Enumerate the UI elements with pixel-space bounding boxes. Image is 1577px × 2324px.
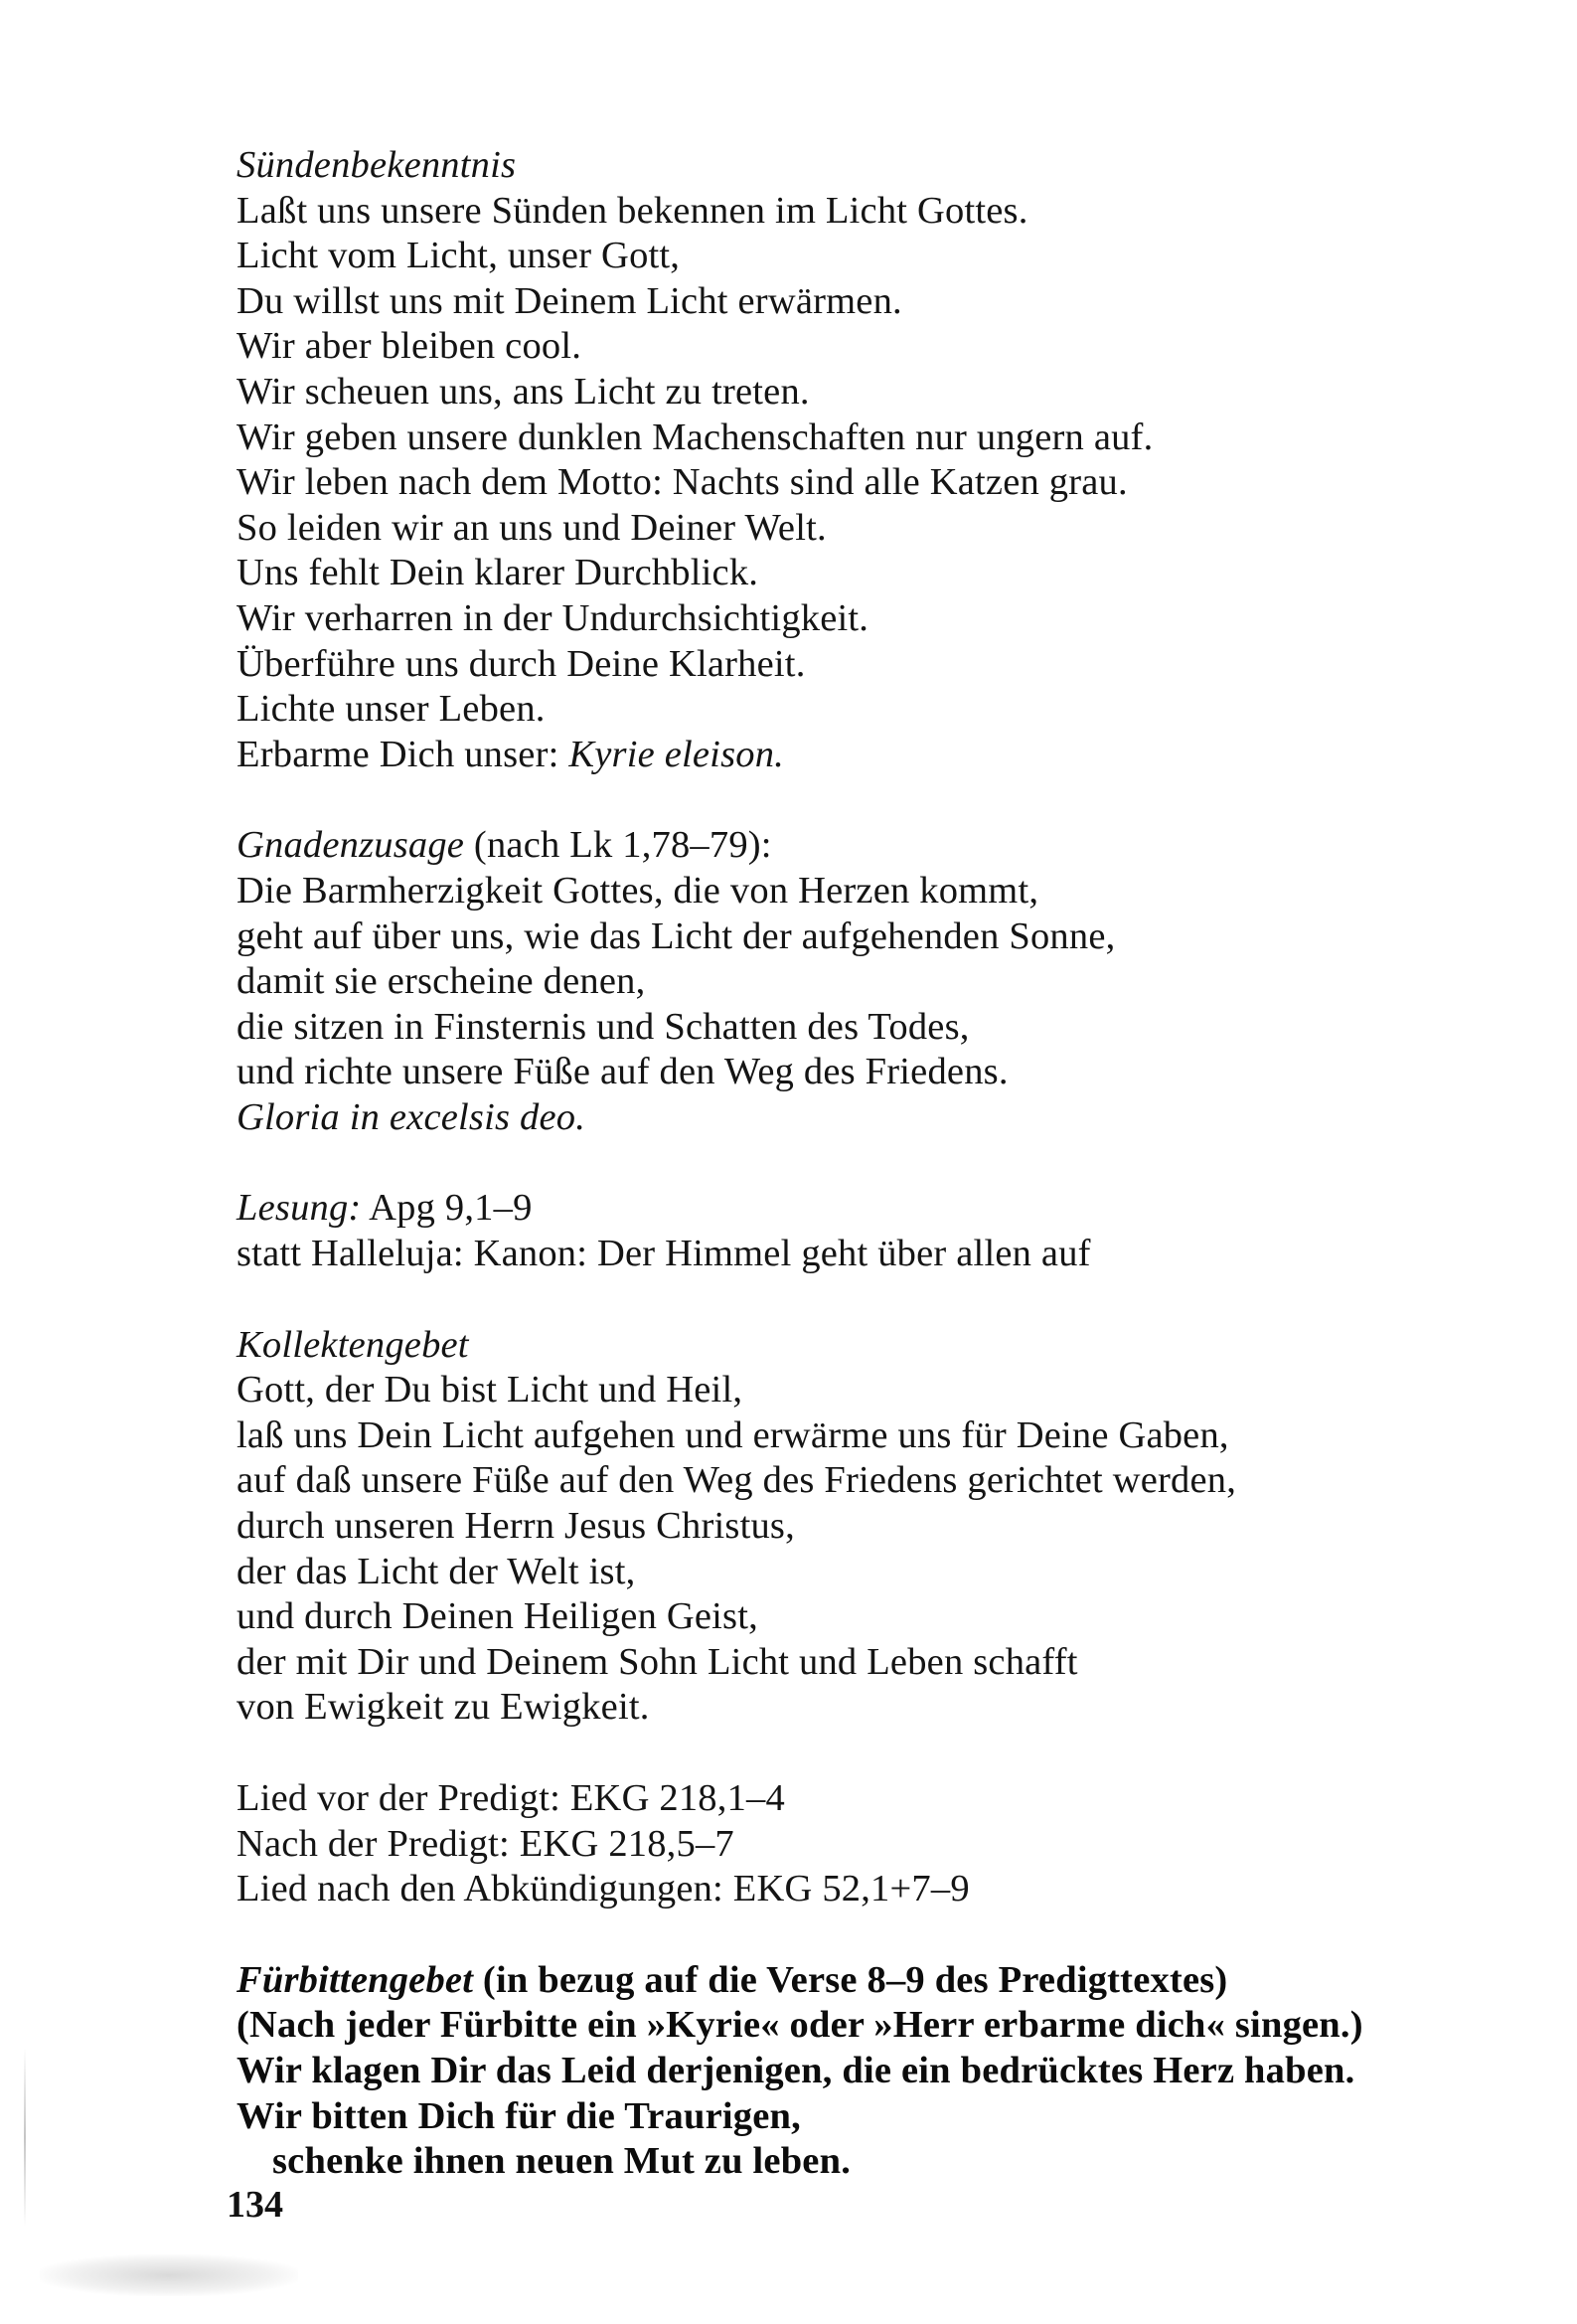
closing-line	[237, 733, 1489, 778]
heading-line	[237, 1958, 1489, 2004]
text-line: (Nach jeder Fürbitte ein »Kyrie« oder »Herr erbarme dich« singen.)	[237, 2004, 1363, 2047]
text-line: Nach der Predigt: EKG 218,5–7	[237, 1822, 734, 1865]
section-heading: Lesung:	[237, 1187, 362, 1230]
page-text	[237, 143, 1489, 2231]
heading-suffix: (nach Lk 1,78–79):	[464, 824, 772, 867]
text-line: Wir scheuen uns, ans Licht zu treten.	[237, 370, 810, 413]
text-line: durch unseren Herrn Jesus Christus,	[237, 1505, 795, 1548]
text-line: Wir aber bleiben cool.	[237, 325, 582, 368]
text-line: So leiden wir an uns und Deiner Welt.	[237, 506, 827, 549]
scan-artifact	[24, 2048, 26, 2227]
text-line: und richte unsere Füße auf den Weg des Friedens.	[237, 1051, 1009, 1093]
text-line: Lichte unser Leben.	[237, 688, 546, 731]
closing-italic: Gloria in excelsis deo.	[237, 1095, 586, 1138]
text-line: der das Licht der Welt ist,	[237, 1550, 636, 1592]
section-heading: Kollektengebet	[237, 1323, 469, 1366]
text-line: Gott, der Du bist Licht und Heil,	[237, 1369, 743, 1411]
text-line: laß uns Dein Licht aufgehen und erwärme uns für Deine Gaben,	[237, 1413, 1229, 1456]
text-line: geht auf über uns, wie das Licht der aufgehenden Sonne,	[237, 914, 1116, 957]
text-line: Lied vor der Predigt: EKG 218,1–4	[237, 1777, 785, 1819]
text-line: Wir leben nach dem Motto: Nachts sind alle Katzen grau.	[237, 461, 1128, 504]
page-number: 134	[227, 2184, 283, 2226]
section-heading: Gnadenzusage	[237, 824, 465, 867]
text-line: die sitzen in Finsternis und Schatten des Todes,	[237, 1005, 970, 1048]
text-line: von Ewigkeit zu Ewigkeit.	[237, 1686, 650, 1729]
text-line: Wir klagen Dir das Leid derjenigen, die ein bedrücktes Herz haben.	[237, 2049, 1355, 2091]
text-line: Du willst uns mit Deinem Licht erwärmen.	[237, 279, 902, 322]
text-line: Uns fehlt Dein klarer Durchblick.	[237, 552, 759, 594]
text-line: Wir bitten Dich für die Traurigen,	[237, 2094, 801, 2137]
section-gnadenzusage	[237, 823, 1489, 1140]
heading-suffix: (in bezug auf die Verse 8–9 des Predigttextes)	[473, 1958, 1228, 2001]
section-heading: Fürbittengebet	[237, 1958, 474, 2001]
text-line: Laßt uns unsere Sünden bekennen im Licht Gottes.	[237, 189, 1028, 232]
text-line: statt Halleluja: Kanon: Der Himmel geht über allen auf	[237, 1233, 1091, 1275]
text-line: Wir geben unsere dunklen Machenschaften nur ungern auf.	[237, 415, 1154, 458]
heading-suffix: Apg 9,1–9	[361, 1187, 533, 1230]
section-fuerbittengebet	[237, 1958, 1489, 2185]
text-line: Überführe uns durch Deine Klarheit.	[237, 642, 806, 685]
text-line: Die Barmherzigkeit Gottes, die von Herzen kommt,	[237, 869, 1039, 912]
closing-italic: Kyrie eleison.	[568, 733, 784, 775]
heading-line	[237, 1186, 1489, 1232]
heading-line	[237, 823, 1489, 869]
section-lesung	[237, 1186, 1489, 1276]
section-heading: Sündenbekenntnis	[237, 144, 517, 186]
text-line: Wir verharren in der Undurchsichtigkeit.	[237, 596, 869, 639]
text-line: damit sie erscheine denen,	[237, 960, 646, 1003]
section-suendenbekenntnis	[237, 143, 1489, 777]
text-line: der mit Dir und Deinem Sohn Licht und Leben schafft	[237, 1640, 1078, 1683]
section-lieder	[237, 1776, 1489, 1912]
closing-prefix: Erbarme Dich unser:	[237, 733, 569, 775]
scan-artifact	[40, 2254, 298, 2296]
indented-line: schenke ihnen neuen Mut zu leben.	[272, 2140, 852, 2183]
text-line: und durch Deinen Heiligen Geist,	[237, 1595, 758, 1638]
section-kollektengebet	[237, 1323, 1489, 1731]
text-line: Lied nach den Abkündigungen: EKG 52,1+7–9	[237, 1868, 970, 1910]
text-line: Licht vom Licht, unser Gott,	[237, 235, 681, 277]
text-line: auf daß unsere Füße auf den Weg des Friedens gerichtet werden,	[237, 1459, 1237, 1502]
